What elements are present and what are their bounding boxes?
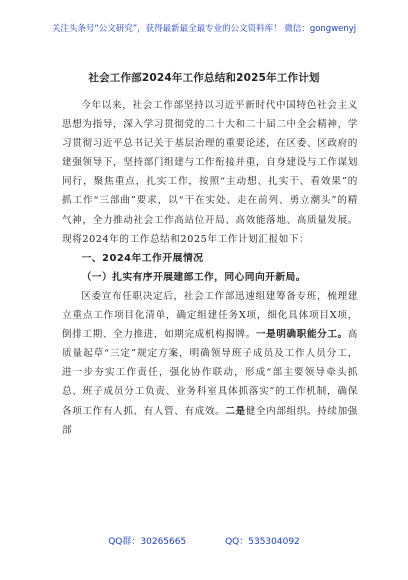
section-heading: 一、2024年工作开展情况: [81, 252, 204, 264]
document-body: [62, 96, 358, 440]
paragraph-text-2: 高质量起草“三定”规定方案，明确领导班子成员及工作人员分工，进一步夯实工作责任，强化协作联动，形成“部主要领导牵头抓总、班子成员分工负责、业务科室具体抓落实”的工作机制，确保各项工作有人抓、有人管、有成效。: [62, 329, 358, 417]
intro-paragraph: 今年以来，社会工作部坚持以习近平新时代中国特色社会主义思想为指导，深入学习贯彻党的二十大和二十届二中全会精神，学习贯彻习近平总书记关于基层治理的重要论述，在区委、区政府的建强领导下，坚持部门组建与工作衔接并重，自身建设与工作谋划同行，聚焦重点，扎实工作，按照“主动想、扎实干、看效果”的抓工作“三部曲”要求，以“干在实处、走在前列、勇立潮头”的精气神，全力推动社会工作高站位开局、高效能落地、高质量发展。现将2024年的工作总结和2025年工作计划汇报如下：: [62, 100, 358, 245]
qq-number: QQ：535304092: [225, 537, 300, 547]
qq-group: QQ群：30265665: [108, 537, 187, 547]
paragraph-text: 区委宣布任职决定后，社会工作部迅速组建筹备专班，梳理建立重点工作项目化清单，确定组建任务X项，细化具体项目X项，倒排工期、全力推进，如期完成机构揭牌。: [62, 290, 358, 341]
bold-lead-2: 二是: [225, 405, 246, 417]
header-banner: 关注头条号“公文研究”，获得最新最全最专业的公文资料库！ 微信：gongwenyj: [51, 24, 357, 34]
subsection-heading: （一）扎实有序开展建部工作，同心同向开新局。: [81, 271, 306, 283]
footer-contact: [0, 534, 408, 547]
body-paragraph: [62, 287, 358, 440]
document-title: 社会工作部2024年工作总结和2025年工作计划: [88, 72, 320, 84]
paragraph-text-3: 健全内部组织。持续加强部: [62, 405, 358, 436]
bold-lead-1: 一是明确职能分工。: [255, 329, 348, 341]
